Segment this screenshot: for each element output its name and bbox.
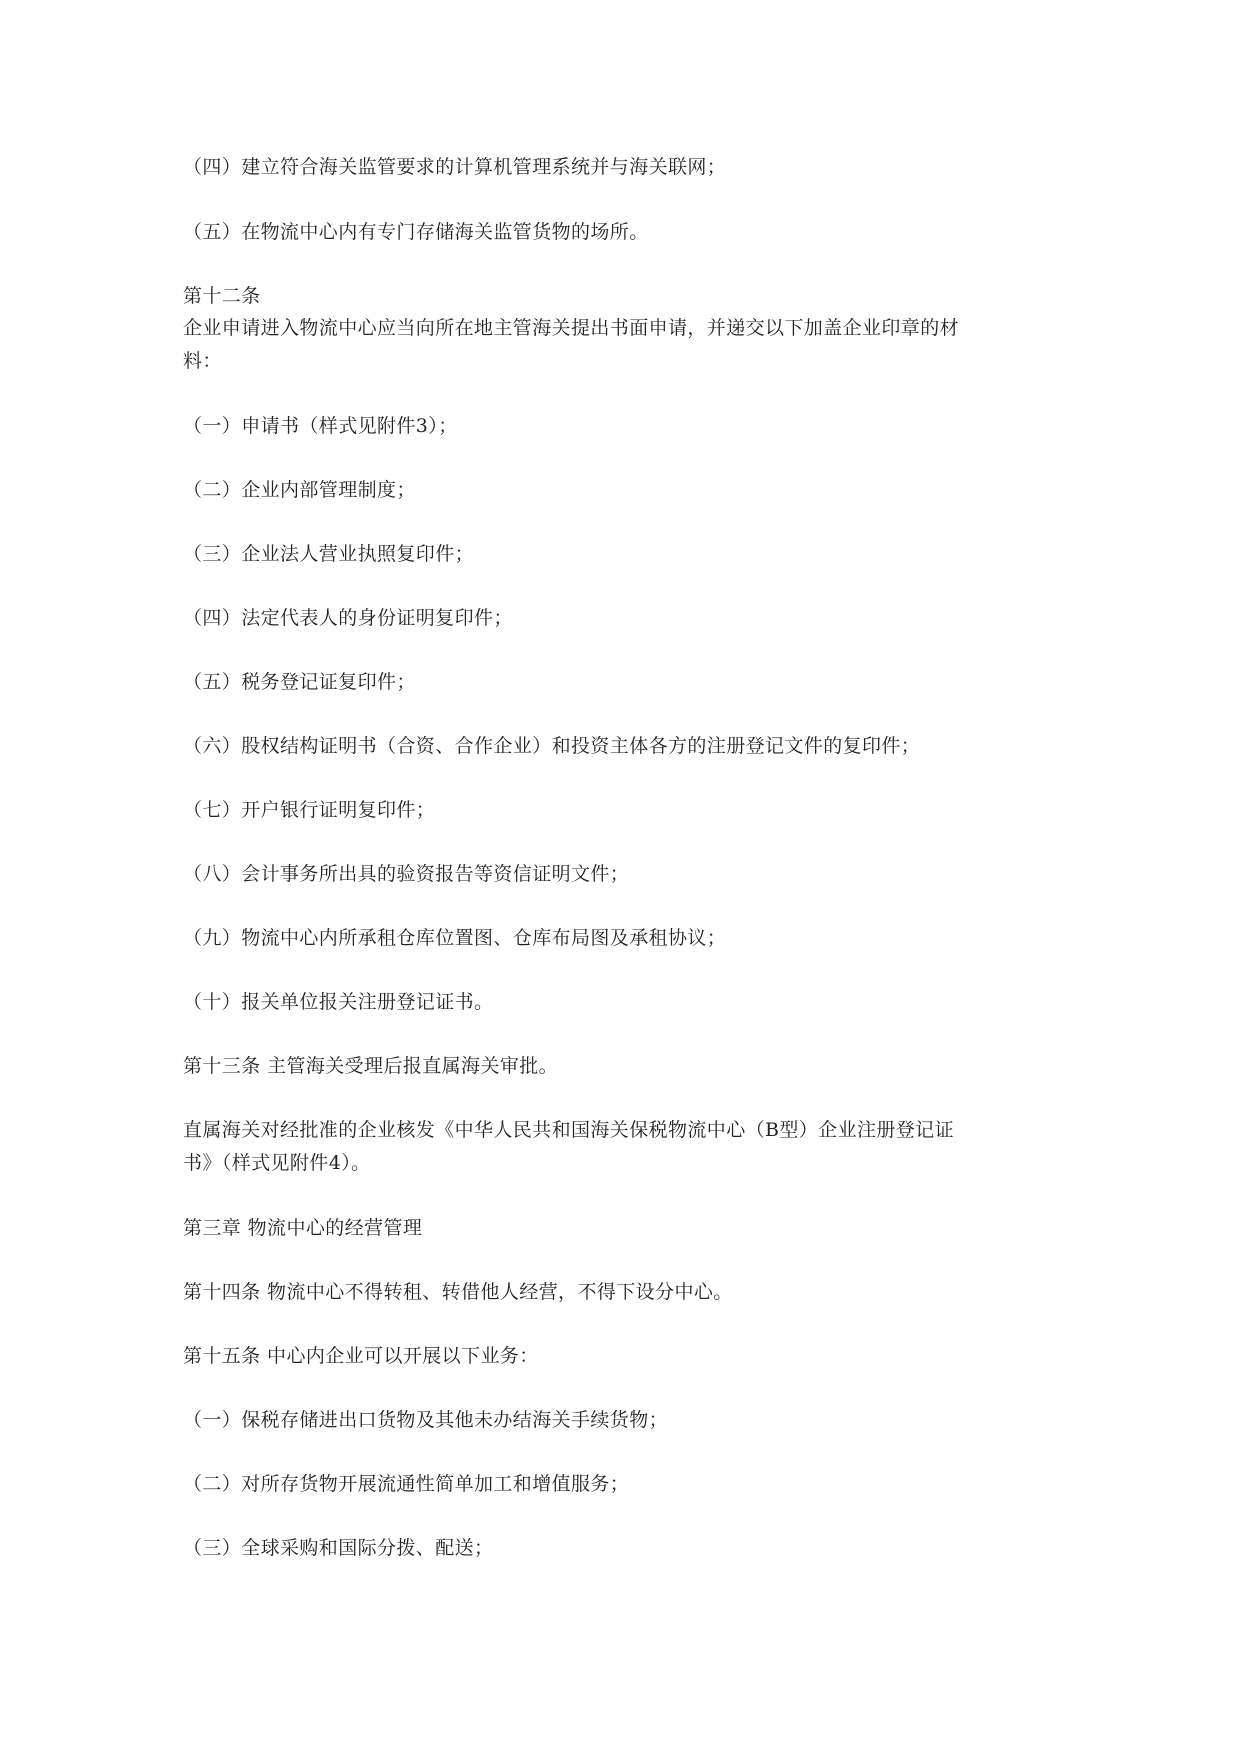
material-6-equity-structure: （六）股权结构证明书（合资、合作企业）和投资主体各方的注册登记文件的复印件； [183,735,921,757]
material-5-tax-registration: （五）税务登记证复印件； [183,671,416,693]
clause-5-storage-site: （五）在物流中心内有专门存储海关监管货物的场所。 [183,221,649,243]
article-13-text: 第十三条 主管海关受理后报直属海关审批。 [183,1055,559,1077]
material-9-warehouse-plan: （九）物流中心内所承租仓库位置图、仓库布局图及承租协议； [183,927,727,949]
material-2-management-rules: （二）企业内部管理制度； [183,479,416,501]
article-14-text: 第十四条 物流中心不得转租、转借他人经营，不得下设分中心。 [183,1281,733,1303]
article-12-heading: 第十二条 [183,285,261,307]
business-1-bonded-storage: （一）保税存储进出口货物及其他未办结海关手续货物； [183,1409,669,1431]
material-10-customs-registration: （十）报关单位报关注册登记证书。 [183,991,494,1013]
business-3-global-procurement: （三）全球采购和国际分拨、配送； [183,1537,494,1559]
material-8-capital-verification: （八）会计事务所出具的验资报告等资信证明文件； [183,863,630,885]
chapter-3-heading: 第三章 物流中心的经营管理 [183,1217,423,1239]
article-12-text-line-1: 企业申请进入物流中心应当向所在地主管海关提出书面申请，并递交以下加盖企业印章的材 [183,317,960,339]
material-1-application: （一）申请书（样式见附件3）； [183,415,458,437]
material-7-bank-certificate: （七）开户银行证明复印件； [183,799,436,821]
material-4-legal-rep-id: （四）法定代表人的身份证明复印件； [183,607,513,629]
clause-4-computer-system: （四）建立符合海关监管要求的计算机管理系统并与海关联网； [183,156,727,178]
article-13-approval-line-1: 直属海关对经批准的企业核发《中华人民共和国海关保税物流中心（B型）企业注册登记证 [183,1119,954,1141]
article-12-text-line-2: 料： [183,350,222,372]
article-13-approval-line-2: 书》（样式见附件4）。 [183,1152,371,1174]
article-15-text: 第十五条 中心内企业可以开展以下业务： [183,1345,539,1367]
material-3-business-license: （三）企业法人营业执照复印件； [183,543,475,565]
business-2-simple-processing: （二）对所存货物开展流通性简单加工和增值服务； [183,1473,630,1495]
